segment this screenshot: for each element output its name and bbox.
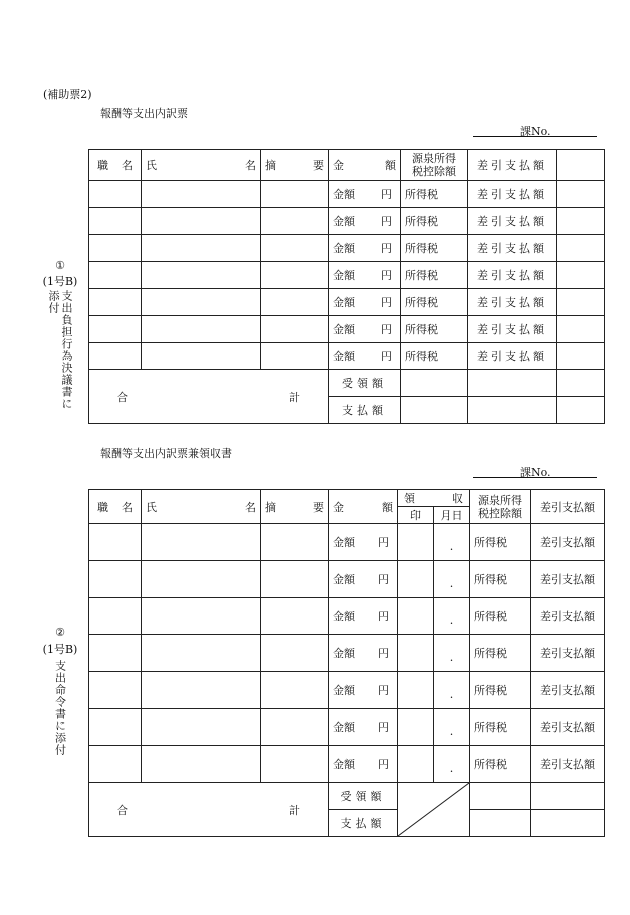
amount-cell[interactable] — [329, 635, 398, 672]
shimei-cell[interactable] — [142, 561, 261, 598]
total-diagonal-cell — [398, 783, 470, 837]
paid-net-cell[interactable] — [557, 397, 605, 424]
income-tax-cell[interactable]: 所得税 — [401, 235, 468, 262]
yen-label: 円 — [381, 242, 392, 255]
net-payment-cell[interactable]: 差引支払額 — [468, 262, 557, 289]
form1-header-extra — [557, 150, 605, 181]
yen-label: 円 — [381, 188, 392, 201]
form1-section-no-field[interactable] — [473, 136, 597, 137]
shimei-cell[interactable] — [142, 208, 261, 235]
amount-label: 金額 — [333, 536, 355, 549]
net-payment-cell[interactable]: 差引支払額 — [468, 289, 557, 316]
tekiyou-cell[interactable] — [261, 208, 329, 235]
amount-cell[interactable] — [329, 208, 401, 235]
amount-cell[interactable] — [329, 524, 398, 561]
extra-cell[interactable] — [557, 289, 605, 316]
shimei-cell[interactable] — [142, 289, 261, 316]
tekiyou-cell[interactable] — [261, 598, 329, 635]
yen-label: 円 — [378, 721, 389, 734]
form2-header-date: 月日 — [434, 507, 470, 524]
income-tax-cell[interactable]: 所得税 — [470, 561, 531, 598]
total-row-received — [89, 370, 605, 397]
form2-header-shokumei: 職 名 — [89, 490, 142, 524]
tekiyou-cell[interactable] — [261, 262, 329, 289]
net-payment-cell[interactable]: 差引支払額 — [468, 208, 557, 235]
total-gou: 合 — [117, 390, 128, 404]
income-tax-cell[interactable]: 所得税 — [470, 598, 531, 635]
net-payment-cell[interactable]: 差引支払額 — [468, 235, 557, 262]
extra-cell[interactable] — [557, 235, 605, 262]
amount-label: 金額 — [333, 647, 355, 660]
shimei-cell[interactable] — [142, 524, 261, 561]
form1-header-sashihiki: 差引支払額 — [468, 150, 557, 181]
table-row — [89, 561, 605, 598]
form2-header-in: 印 — [398, 507, 434, 524]
form2-side-type: (1号B) — [42, 643, 78, 656]
table-row — [89, 181, 605, 208]
amount-label: 金額 — [333, 296, 355, 309]
amount-label: 金額 — [333, 215, 355, 228]
shokumei-cell[interactable] — [89, 561, 142, 598]
table-row — [89, 746, 605, 783]
net-payment-cell[interactable]: 差引支払額 — [531, 524, 605, 561]
shokumei-cell[interactable] — [89, 316, 142, 343]
date-cell[interactable]: . — [434, 635, 470, 672]
shokumei-cell[interactable] — [89, 672, 142, 709]
extra-cell[interactable] — [557, 208, 605, 235]
total-gou: 合 — [117, 803, 128, 817]
seal-cell[interactable] — [398, 524, 434, 561]
form2-header-sashihiki: 差引支払額 — [531, 490, 605, 524]
shokumei-cell[interactable] — [89, 524, 142, 561]
form2-header-ryoshu: 領 収 — [398, 490, 470, 507]
shimei-cell[interactable] — [142, 746, 261, 783]
tekiyou-cell[interactable] — [261, 343, 329, 370]
total-label-cell — [89, 783, 329, 837]
yen-label: 円 — [378, 536, 389, 549]
table-row — [89, 635, 605, 672]
net-payment-cell[interactable]: 差引支払額 — [531, 672, 605, 709]
amount-label: 金額 — [333, 610, 355, 623]
seal-cell[interactable] — [398, 672, 434, 709]
form1-header-tekiyou: 摘 要 — [261, 150, 329, 181]
income-tax-cell[interactable]: 所得税 — [401, 181, 468, 208]
table-row — [89, 262, 605, 289]
yen-label: 円 — [381, 323, 392, 336]
amount-cell[interactable] — [329, 561, 398, 598]
table-row — [89, 289, 605, 316]
paid-amount-label: 支払額 — [329, 810, 398, 837]
document-label: (補助票2) — [43, 88, 92, 101]
amount-label: 金額 — [333, 242, 355, 255]
amount-cell[interactable] — [329, 709, 398, 746]
income-tax-cell[interactable]: 所得税 — [470, 524, 531, 561]
income-tax-cell[interactable]: 所得税 — [470, 635, 531, 672]
table-row — [89, 598, 605, 635]
seal-cell[interactable] — [398, 746, 434, 783]
tekiyou-cell[interactable] — [261, 635, 329, 672]
seal-cell[interactable] — [398, 709, 434, 746]
shimei-cell[interactable] — [142, 316, 261, 343]
tekiyou-cell[interactable] — [261, 746, 329, 783]
income-tax-cell[interactable]: 所得税 — [401, 316, 468, 343]
amount-label: 金額 — [333, 269, 355, 282]
form2-header-row-1 — [89, 490, 605, 507]
shimei-cell[interactable] — [142, 343, 261, 370]
shokumei-cell[interactable] — [89, 746, 142, 783]
amount-cell[interactable] — [329, 316, 401, 343]
yen-label: 円 — [378, 647, 389, 660]
table-row — [89, 208, 605, 235]
shokumei-cell[interactable] — [89, 598, 142, 635]
shokumei-cell[interactable] — [89, 709, 142, 746]
shimei-cell[interactable] — [142, 181, 261, 208]
date-cell[interactable]: . — [434, 709, 470, 746]
income-tax-cell[interactable]: 所得税 — [401, 208, 468, 235]
income-tax-cell[interactable]: 所得税 — [401, 262, 468, 289]
amount-cell[interactable] — [329, 672, 398, 709]
yen-label: 円 — [378, 684, 389, 697]
form1-title: 報酬等支出内訳票 — [100, 107, 188, 120]
shokumei-cell[interactable] — [89, 289, 142, 316]
form1-side-number: ① — [55, 259, 65, 272]
received-net-cell[interactable] — [531, 783, 605, 810]
tekiyou-cell[interactable] — [261, 235, 329, 262]
yen-label: 円 — [381, 215, 392, 228]
form1-header-kingaku: 金 額 — [329, 150, 401, 181]
amount-cell[interactable] — [329, 289, 401, 316]
paid-tax-cell[interactable] — [468, 397, 557, 424]
amount-cell[interactable] — [329, 598, 398, 635]
extra-cell[interactable] — [557, 343, 605, 370]
received-net-cell[interactable] — [557, 370, 605, 397]
form2-side-note-wrap — [44, 660, 76, 760]
received-amount-label: 受領額 — [329, 370, 401, 397]
shokumei-cell[interactable] — [89, 208, 142, 235]
extra-cell[interactable] — [557, 181, 605, 208]
total-label-cell — [89, 370, 329, 424]
form2-header-gensen: 源泉所得 税控除額 — [470, 490, 531, 524]
amount-label: 金額 — [333, 721, 355, 734]
tekiyou-cell[interactable] — [261, 289, 329, 316]
shokumei-cell[interactable] — [89, 262, 142, 289]
amount-cell[interactable] — [329, 235, 401, 262]
net-payment-cell[interactable]: 差引支払額 — [468, 181, 557, 208]
net-payment-cell[interactable]: 差引支払額 — [531, 561, 605, 598]
form2-table — [88, 489, 605, 837]
total-kei: 計 — [289, 390, 300, 404]
income-tax-cell[interactable]: 所得税 — [470, 709, 531, 746]
form2-side-note: 支出命令書に添付 — [53, 660, 67, 756]
tekiyou-cell[interactable] — [261, 524, 329, 561]
form1-side-note: 支出負担行為決議書に添付 — [47, 290, 73, 410]
total-row-received — [89, 783, 605, 810]
date-cell[interactable]: . — [434, 746, 470, 783]
amount-label: 金額 — [333, 684, 355, 697]
amount-label: 金額 — [333, 188, 355, 201]
yen-label: 円 — [381, 269, 392, 282]
net-payment-cell[interactable]: 差引支払額 — [468, 343, 557, 370]
amount-label: 金額 — [333, 350, 355, 363]
shokumei-cell[interactable] — [89, 235, 142, 262]
form2-header-shimei: 氏 名 — [142, 490, 261, 524]
amount-cell[interactable] — [329, 343, 401, 370]
income-tax-cell[interactable]: 所得税 — [401, 289, 468, 316]
income-tax-cell[interactable]: 所得税 — [401, 343, 468, 370]
amount-label: 金額 — [333, 573, 355, 586]
yen-label: 円 — [378, 758, 389, 771]
table-row — [89, 343, 605, 370]
form1-section-no-label: 課No. — [520, 125, 551, 138]
date-cell[interactable]: . — [434, 524, 470, 561]
diagonal-slash — [398, 783, 469, 836]
form2-header-kingaku: 金 額 — [329, 490, 398, 524]
seal-cell[interactable] — [398, 635, 434, 672]
amount-label: 金額 — [333, 758, 355, 771]
form2-title: 報酬等支出内訳票兼領収書 — [100, 447, 232, 460]
yen-label: 円 — [378, 573, 389, 586]
paid-tax-cell[interactable] — [470, 810, 531, 837]
yen-label: 円 — [381, 296, 392, 309]
form1-header-shokumei: 職 名 — [89, 150, 142, 181]
total-kei: 計 — [289, 803, 300, 817]
shokumei-cell[interactable] — [89, 343, 142, 370]
form2-section-no-label: 課No. — [520, 466, 551, 479]
date-cell[interactable]: . — [434, 561, 470, 598]
net-payment-cell[interactable]: 差引支払額 — [531, 598, 605, 635]
form1-table — [88, 149, 605, 424]
shimei-cell[interactable] — [142, 262, 261, 289]
form2-section-no-field[interactable] — [473, 477, 597, 478]
form2-header-tekiyou: 摘 要 — [261, 490, 329, 524]
amount-label: 金額 — [333, 323, 355, 336]
table-row — [89, 235, 605, 262]
tekiyou-cell[interactable] — [261, 316, 329, 343]
received-tax-cell[interactable] — [470, 783, 531, 810]
net-payment-cell[interactable]: 差引支払額 — [531, 709, 605, 746]
form1-side-note-wrap — [44, 290, 76, 420]
shokumei-cell[interactable] — [89, 181, 142, 208]
form2-side-number: ② — [55, 626, 65, 639]
table-row — [89, 672, 605, 709]
paid-amount-cell[interactable] — [401, 397, 468, 424]
shimei-cell[interactable] — [142, 635, 261, 672]
form1-header-gensen: 源泉所得 税控除額 — [401, 150, 468, 181]
paid-net-cell[interactable] — [531, 810, 605, 837]
table-row — [89, 524, 605, 561]
extra-cell[interactable] — [557, 262, 605, 289]
received-tax-cell[interactable] — [468, 370, 557, 397]
income-tax-cell[interactable]: 所得税 — [470, 672, 531, 709]
net-payment-cell[interactable]: 差引支払額 — [468, 316, 557, 343]
net-payment-cell[interactable]: 差引支払額 — [531, 746, 605, 783]
tekiyou-cell[interactable] — [261, 561, 329, 598]
yen-label: 円 — [378, 610, 389, 623]
amount-cell[interactable] — [329, 746, 398, 783]
shokumei-cell[interactable] — [89, 635, 142, 672]
seal-cell[interactable] — [398, 598, 434, 635]
received-amount-cell[interactable] — [401, 370, 468, 397]
net-payment-cell[interactable]: 差引支払額 — [531, 635, 605, 672]
shimei-cell[interactable] — [142, 598, 261, 635]
received-amount-label: 受領額 — [329, 783, 398, 810]
tekiyou-cell[interactable] — [261, 709, 329, 746]
seal-cell[interactable] — [398, 561, 434, 598]
shimei-cell[interactable] — [142, 672, 261, 709]
amount-cell[interactable] — [329, 181, 401, 208]
tekiyou-cell[interactable] — [261, 672, 329, 709]
shimei-cell[interactable] — [142, 235, 261, 262]
yen-label: 円 — [381, 350, 392, 363]
date-cell[interactable]: . — [434, 598, 470, 635]
date-cell[interactable]: . — [434, 672, 470, 709]
table-row — [89, 709, 605, 746]
extra-cell[interactable] — [557, 316, 605, 343]
form1-header-shimei: 氏 名 — [142, 150, 261, 181]
table-row — [89, 316, 605, 343]
income-tax-cell[interactable]: 所得税 — [470, 746, 531, 783]
paid-amount-label: 支払額 — [329, 397, 401, 424]
form1-side-type: (1号B) — [42, 275, 78, 288]
amount-cell[interactable] — [329, 262, 401, 289]
tekiyou-cell[interactable] — [261, 181, 329, 208]
shimei-cell[interactable] — [142, 709, 261, 746]
form1-header-row — [89, 150, 605, 181]
